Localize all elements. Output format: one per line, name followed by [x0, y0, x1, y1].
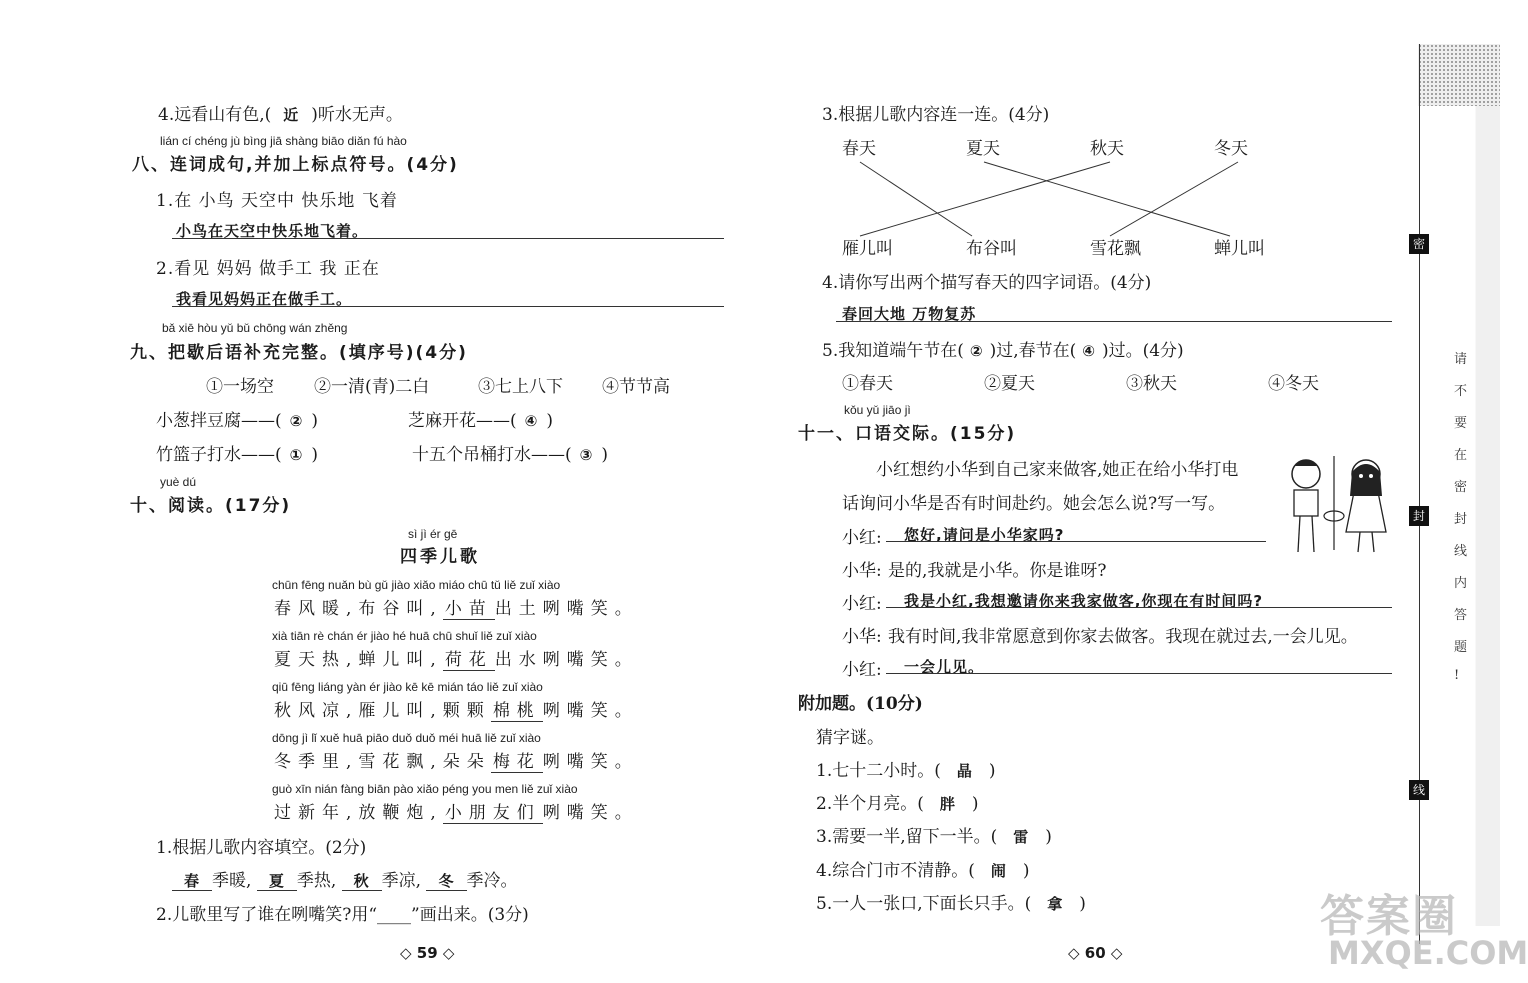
riddle: 5.一人一张口,下面长只手。( 拿 ) — [816, 894, 1086, 914]
dialog-speaker: 小华: — [842, 561, 882, 581]
match-line — [984, 162, 1230, 236]
sound-label: 雁儿叫 — [842, 239, 893, 259]
poem-pinyin: qiū fēng liáng yàn ér jiào kē kē mián táo liě zuǐ xiào — [272, 680, 543, 694]
phone-call-illustration — [1280, 452, 1390, 556]
dialog-line: 我是小红,我想邀请你来我家做客,你现在有时间吗? — [904, 592, 1264, 610]
notice-char: 题 — [1454, 640, 1468, 655]
bonus-title: 附加题。(10分) — [798, 694, 923, 714]
notice-char: 在 — [1454, 448, 1468, 463]
seal-line — [1419, 44, 1420, 944]
sidebar-pattern — [1418, 44, 1500, 106]
notice-char: 密 — [1454, 480, 1468, 495]
poem-pinyin: dōng jì lǐ xuě huā piāo duǒ duǒ méi huā liě zuǐ xiào — [272, 731, 541, 745]
poem-line: 夏天热,蝉儿叫, 荷花 出水咧嘴笑。 — [274, 650, 639, 670]
seal-mark: 线 — [1409, 780, 1429, 800]
dialog-line: 您好,请问是小华家吗? — [904, 526, 1065, 544]
notice-char: 请 — [1454, 352, 1468, 367]
answer-line — [886, 673, 1392, 674]
watermark-logo — [1320, 880, 1528, 980]
proverb-item: 竹篮子打水——( ① ) — [156, 445, 318, 465]
sound-label: 雪花飘 — [1090, 239, 1141, 259]
dialog-speaker: 小红: — [842, 594, 882, 614]
notice-char: 封 — [1454, 512, 1468, 527]
matching-question: 3.根据儿歌内容连一连。(4分) — [822, 105, 1050, 125]
section8-title: 八、连词成句,并加上标点符号。(4分) — [132, 155, 459, 175]
reading-q1: 1.根据儿歌内容填空。(2分) — [156, 838, 367, 858]
watermark-text: 答案圈 — [1320, 891, 1458, 942]
season-label: 冬天 — [1214, 139, 1248, 159]
notice-char: 不 — [1454, 384, 1468, 399]
q4-idiom: 4.远看山有色,( 近 )听水无声。 — [158, 105, 403, 125]
section8-q2: 2.看见 妈妈 做手工 我 正在 — [156, 259, 380, 279]
answer-line — [886, 541, 1266, 542]
festival-option: ④冬天 — [1268, 374, 1319, 394]
poem-line: 秋风凉,雁儿叫,颗颗 棉桃 咧嘴笑。 — [274, 701, 639, 721]
season-label: 夏天 — [966, 139, 1000, 159]
spring-words-question: 4.请你写出两个描写春天的四字词语。(4分) — [822, 273, 1152, 293]
festival-option: ③秋天 — [1126, 374, 1177, 394]
notice-char: 内 — [1454, 576, 1468, 591]
section10-pinyin: yuè dú — [160, 475, 197, 489]
dialog-speaker: 小红: — [842, 528, 882, 548]
section11-title: 十一、口语交际。(15分) — [798, 424, 1017, 444]
sound-label: 布谷叫 — [966, 239, 1017, 259]
riddle: 2.半个月亮。( 胖 ) — [816, 794, 979, 814]
spring-words-answer: 春回大地 万物复苏 — [842, 305, 977, 323]
riddle: 1.七十二小时。( 晶 ) — [816, 761, 996, 781]
page-number: ◇ 60 ◇ — [1068, 944, 1123, 962]
poem-line: 冬季里,雪花飘,朵朵 梅花 咧嘴笑。 — [274, 752, 639, 772]
poem-title: 四季儿歌 — [400, 547, 480, 567]
match-line — [1110, 162, 1238, 236]
notice-char: 答 — [1454, 608, 1468, 623]
festival-option: ②夏天 — [984, 374, 1035, 394]
section9-option: ③七上八下 — [478, 377, 563, 397]
poem-line: 过新年,放鞭炮, 小朋友们 咧嘴笑。 — [274, 803, 639, 823]
section9-option: ④节节高 — [602, 377, 670, 397]
section9-title: 九、把歇后语补充完整。(填序号)(4分) — [130, 343, 468, 363]
festival-option: ①春天 — [842, 374, 893, 394]
seal-sidebar — [1412, 0, 1500, 983]
reading-q2: 2.儿歌里写了谁在咧嘴笑?用“____”画出来。(3分) — [156, 905, 529, 925]
riddle: 3.需要一半,留下一半。( 雷 ) — [816, 827, 1052, 847]
riddle: 4.综合门市不清静。( 闹 ) — [816, 861, 1030, 881]
seal-mark: 封 — [1409, 506, 1429, 526]
section11-pinyin: kǒu yǔ jiāo jì — [844, 403, 911, 417]
season-label: 秋天 — [1090, 139, 1124, 159]
notice-char: 线 — [1454, 544, 1468, 559]
dialog-line: 是的,我就是小华。你是谁呀? — [888, 561, 1107, 581]
answer-line — [886, 607, 1392, 608]
dialog-line: 一会儿见。 — [904, 658, 985, 676]
page-number: ◇ 59 ◇ — [400, 944, 455, 962]
section11-intro: 话询问小华是否有时间赴约。她会怎么说?写一写。 — [842, 494, 1226, 514]
section11-intro: 小红想约小华到自己家来做客,她正在给小华打电 — [876, 460, 1239, 480]
poem-pinyin: guò xīn nián fàng biān pào xiǎo péng you men liě zuǐ xiào — [272, 782, 578, 796]
bonus-subtitle: 猜字谜。 — [816, 728, 884, 748]
section8-answer1: 小鸟在天空中快乐地飞着。 — [176, 222, 369, 240]
section9-option: ②一清(青)二白 — [314, 377, 430, 397]
section9-pinyin: bǎ xiē hòu yǔ bǔ chōng wán zhěng — [162, 321, 348, 335]
proverb-item: 小葱拌豆腐——( ② ) — [156, 411, 318, 431]
answer-line — [172, 306, 724, 307]
dialog-speaker: 小红: — [842, 660, 882, 680]
poem-line: 春风暖,布谷叫, 小苗 出土咧嘴笑。 — [274, 599, 639, 619]
answer-line — [172, 238, 724, 239]
section9-option: ①一场空 — [206, 377, 274, 397]
notice-char: 要 — [1454, 416, 1468, 431]
seal-mark: 密 — [1409, 234, 1429, 254]
match-line — [860, 162, 1110, 236]
poem-title-pinyin: sì jì ér gē — [408, 527, 458, 541]
dialog-line: 我有时间,我非常愿意到你家去做客。我现在就过去,一会儿见。 — [888, 627, 1358, 647]
match-line — [860, 162, 972, 236]
poem-pinyin: chūn fēng nuǎn bù gǔ jiào xiǎo miáo chū tǔ liě zuǐ xiào — [272, 578, 561, 592]
section10-title: 十、阅读。(17分) — [130, 496, 292, 516]
proverb-item: 芝麻开花——( ④ ) — [408, 411, 553, 431]
poem-pinyin: xià tiān rè chán ér jiào hé huā chū shuǐ liě zuǐ xiào — [272, 629, 537, 643]
proverb-item: 十五个吊桶打水——( ③ ) — [412, 445, 608, 465]
dialog-speaker: 小华: — [842, 627, 882, 647]
section8-q1: 1.在 小鸟 天空中 快乐地 飞着 — [156, 191, 398, 211]
section8-pinyin: lián cí chéng jù bìng jiā shàng biāo diǎn fú hào — [160, 134, 407, 148]
notice-char: ! — [1454, 668, 1460, 683]
answer-line — [836, 321, 1392, 322]
watermark-url: MXQE.COM — [1328, 934, 1528, 972]
festival-question: 5.我知道端午节在( ② )过,春节在( ④ )过。(4分) — [822, 341, 1184, 361]
reading-q1-answers: 春 季暖, 夏 季热, 秋 季凉, 冬 季冷。 — [172, 866, 518, 891]
season-label: 春天 — [842, 139, 876, 159]
section8-answer2: 我看见妈妈正在做手工。 — [176, 290, 353, 308]
sound-label: 蝉儿叫 — [1214, 239, 1265, 259]
